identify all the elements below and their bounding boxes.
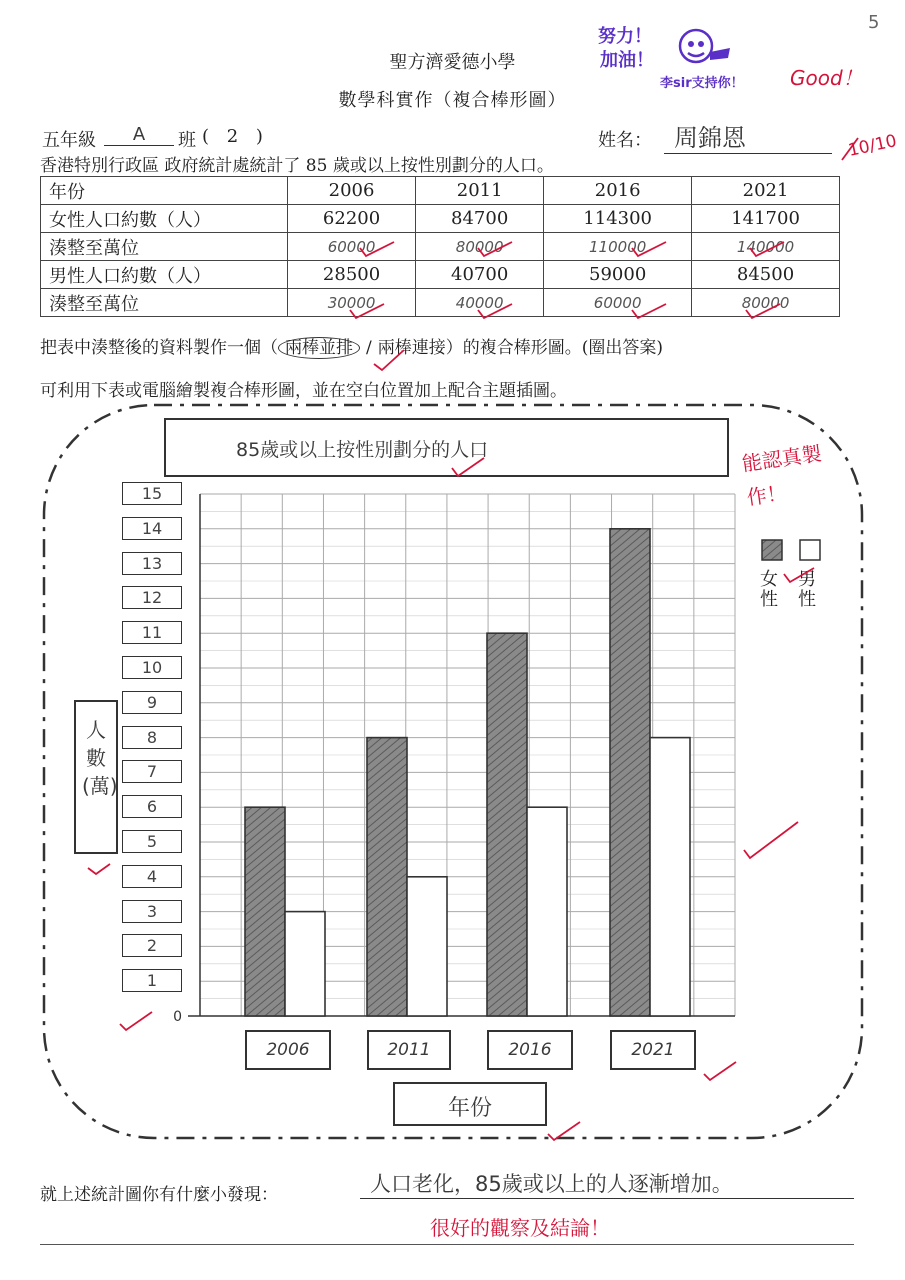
y-tick-label: 5 <box>122 830 182 853</box>
check-icon <box>350 304 384 318</box>
sticker-line-2: 加油！ <box>600 50 654 71</box>
page-number: 5 <box>868 12 880 33</box>
check-icon <box>750 242 784 256</box>
table-cell: 114300 <box>544 205 692 233</box>
teacher-good-mark: Good！ <box>790 66 863 90</box>
table-header-cell: 2016 <box>544 177 692 205</box>
chart-teacher-comment: 能認真製作！ <box>740 441 824 510</box>
score-mark: 10/10 <box>846 131 899 161</box>
y-tick-label: 0 <box>173 1009 182 1025</box>
y-tick-label: 2 <box>122 934 182 957</box>
handwritten-cell: 60000 <box>288 233 416 261</box>
finding-answer: 人口老化，85歲或以上的人逐漸增加。 <box>360 1168 854 1199</box>
y-axis-label: 人數(萬) <box>82 718 118 798</box>
school-name: 聖方濟愛德小學 <box>389 52 516 73</box>
check-icon <box>704 1062 736 1080</box>
table-cell: 84500 <box>692 261 840 289</box>
legend-label-male: 男性 <box>798 569 816 610</box>
y-tick-label: 11 <box>122 621 182 644</box>
table-header-cell: 2006 <box>288 177 416 205</box>
y-tick-label: 14 <box>122 517 182 540</box>
grade-label: 五年級 <box>42 130 96 151</box>
handwritten-cell: 30000 <box>288 289 416 317</box>
y-tick-label: 9 <box>122 691 182 714</box>
y-tick-label: 10 <box>122 656 182 679</box>
check-icon <box>478 304 512 318</box>
instruction-post: ）的複合棒形圖。(圈出答案) <box>445 338 663 358</box>
table-header-cell: 2011 <box>416 177 544 205</box>
check-icon <box>784 568 814 582</box>
check-icon <box>632 242 666 256</box>
handwritten-cell: 110000 <box>544 233 692 261</box>
y-tick-label: 8 <box>122 726 182 749</box>
chart-title: 85歲或以上按性別劃分的人口 <box>236 439 489 461</box>
table-cell: 84700 <box>416 205 544 233</box>
check-icon <box>452 458 484 476</box>
option-joined: 兩棒連接 <box>377 338 446 358</box>
table-cell: 40700 <box>416 261 544 289</box>
check-icon <box>842 138 858 160</box>
handwritten-cell: 140000 <box>692 233 840 261</box>
x-axis-label: 年份 <box>447 1096 492 1121</box>
option-side-by-side: 兩棒並排 <box>278 337 360 359</box>
name-field: 周錦恩 <box>664 118 832 154</box>
check-icon <box>374 350 404 370</box>
instruction-2: 可利用下表或電腦繪製複合棒形圖，並在空白位置加上配合主題插圖。 <box>40 381 567 401</box>
handwritten-cell: 80000 <box>416 233 544 261</box>
table-cell: 141700 <box>692 205 840 233</box>
legend-label-female: 女性 <box>760 569 778 610</box>
finding-teacher-comment: 很好的觀察及結論！ <box>430 1216 610 1240</box>
table-header-cell: 2021 <box>692 177 840 205</box>
sticker-line-1: 努力！ <box>598 26 652 47</box>
row-label: 女性人口約數（人） <box>41 205 288 233</box>
class-label: 班 <box>178 130 196 151</box>
x-tick-label: 2006 <box>245 1030 331 1070</box>
y-tick-label: 13 <box>122 552 182 575</box>
sticker-line-3: 李sir支持你！ <box>660 76 744 91</box>
table-cell: 59000 <box>544 261 692 289</box>
handwritten-cell: 40000 <box>416 289 544 317</box>
option-separator: / <box>366 338 372 358</box>
table-header-cell: 年份 <box>41 177 288 205</box>
handwritten-cell: 60000 <box>544 289 692 317</box>
class-number: ( 2 ) <box>202 126 263 147</box>
row-label: 男性人口約數（人） <box>41 261 288 289</box>
check-icon <box>360 242 394 256</box>
check-icon <box>478 242 512 256</box>
row-label: 湊整至萬位 <box>41 289 288 317</box>
row-label: 湊整至萬位 <box>41 233 288 261</box>
worksheet-subtitle: 數學科實作（複合棒形圖） <box>338 90 567 111</box>
class-field: A <box>104 124 174 146</box>
x-tick-label: 2011 <box>367 1030 451 1070</box>
table-cell: 28500 <box>288 261 416 289</box>
intro-text: 香港特別行政區 政府統計處統計了 85 歲或以上按性別劃分的人口。 <box>40 156 554 176</box>
check-icon <box>548 1122 580 1140</box>
check-icon <box>746 304 780 318</box>
finding-question: 就上述統計圖你有什麼小發現： <box>40 1185 278 1205</box>
check-icon <box>632 304 666 318</box>
x-tick-label: 2016 <box>487 1030 573 1070</box>
y-tick-label: 15 <box>122 482 182 505</box>
y-tick-label: 6 <box>122 795 182 818</box>
handwritten-cell: 80000 <box>692 289 840 317</box>
check-icon <box>120 1012 152 1030</box>
y-tick-label: 4 <box>122 865 182 888</box>
y-tick-label: 7 <box>122 760 182 783</box>
check-icon <box>744 822 798 858</box>
y-tick-label: 1 <box>122 969 182 992</box>
check-icon <box>88 864 110 874</box>
y-tick-label: 3 <box>122 900 182 923</box>
table-cell: 62200 <box>288 205 416 233</box>
x-tick-label: 2021 <box>610 1030 696 1070</box>
instruction-pre: 把表中湊整後的資料製作一個（ <box>40 338 278 358</box>
y-tick-label: 12 <box>122 586 182 609</box>
name-label: 姓名： <box>598 130 652 151</box>
